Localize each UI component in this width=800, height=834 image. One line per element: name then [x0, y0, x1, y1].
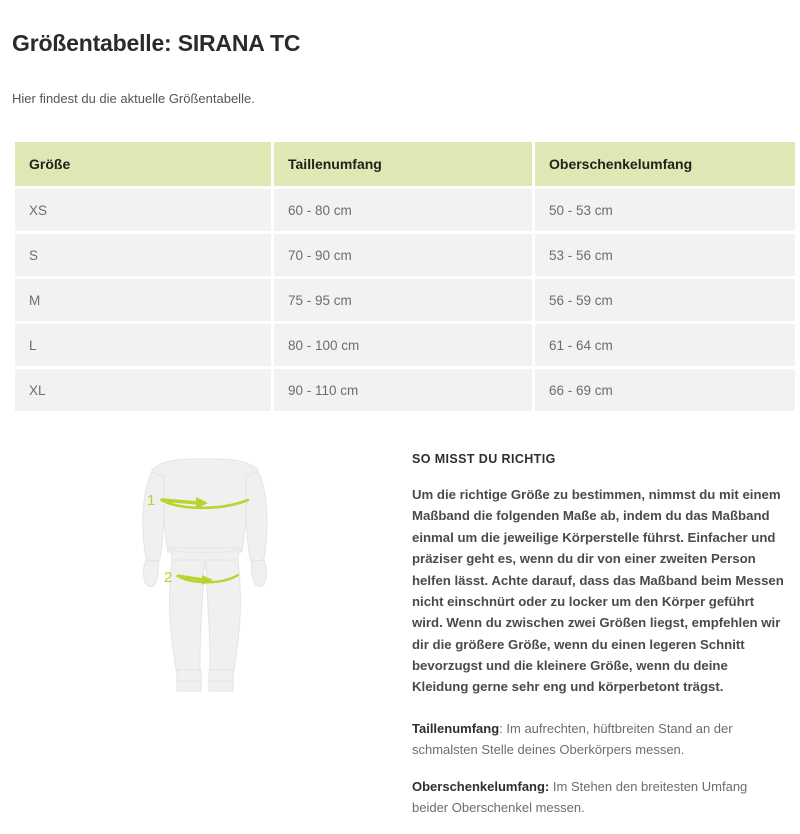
size-table [12, 139, 798, 414]
definition-thigh-text: Im Stehen den breitesten Umfang beider Oberschenkel messen. [412, 778, 748, 815]
definition-thigh-term: Oberschenkelumfang: [412, 778, 550, 794]
page-title: Größentabelle: SIRANA TC [12, 30, 301, 56]
column-header-size: Größe [15, 142, 271, 186]
body-silhouette-icon [120, 448, 290, 693]
cell-thigh: 53 - 56 cm [535, 234, 795, 276]
table-header-row [15, 142, 795, 186]
definition-waist-text: Im aufrechten, hüftbreiten Stand an der schmalsten Stelle deines Oberkörpers messen. [412, 720, 733, 757]
cell-size: XS [15, 189, 271, 231]
cell-thigh: 61 - 64 cm [535, 324, 795, 366]
cell-thigh: 56 - 59 cm [535, 279, 795, 321]
column-header-thigh: Oberschenkelumfang [535, 142, 795, 186]
cell-waist: 60 - 80 cm [274, 189, 532, 231]
page-intro-text: Hier findest du die aktuelle Größentabelle. [12, 91, 255, 106]
definition-waist-term: Taillenumfang [412, 720, 500, 736]
cell-size: M [15, 279, 271, 321]
cell-waist: 70 - 90 cm [274, 234, 532, 276]
measurement-section [0, 440, 800, 815]
cell-waist: 75 - 95 cm [274, 279, 532, 321]
cell-thigh: 50 - 53 cm [535, 189, 795, 231]
column-header-waist: Taillenumfang [274, 142, 532, 186]
size-table-body [15, 189, 795, 411]
instructions-heading: SO MISST DU RICHTIG [412, 452, 556, 466]
table-row [15, 369, 795, 411]
table-row [15, 234, 795, 276]
cell-size: XL [15, 369, 271, 411]
table-row [15, 189, 795, 231]
thigh-measure-label: 2 [164, 569, 173, 586]
definition-waist-separator: : [499, 720, 507, 736]
cell-waist: 80 - 100 cm [274, 324, 532, 366]
measurement-instructions [412, 452, 784, 834]
table-row [15, 324, 795, 366]
cell-size: S [15, 234, 271, 276]
size-table-head [15, 142, 795, 186]
cell-waist: 90 - 110 cm [274, 369, 532, 411]
waist-measure-label: 1 [147, 492, 156, 509]
definition-waist [412, 718, 784, 760]
definition-thigh [412, 776, 784, 818]
table-row [15, 279, 795, 321]
cell-thigh: 66 - 69 cm [535, 369, 795, 411]
instructions-body: Um die richtige Größe zu bestimmen, nimmst du mit einem Maßband die folgenden Maße ab, indem du das Maßband einmal um die jeweilige Körperstelle führst. Einfacher und präziser geht es, wenn du dir von einer zweiten Person helfen lässt. Achte darauf, dass das Maßband beim Messen nicht einschnürt oder zu locker um den Körper geführt wird. Wenn du zwischen zwei Größen liegst, empfehlen wir dir die größere Größe, wenn du einen legeren Schnitt bevorzugst und die kleinere Größe, wenn du deine Kleidung gerne sehr eng und körperbetont trägst. [412, 487, 784, 695]
body-silhouette-figure [120, 448, 290, 693]
cell-size: L [15, 324, 271, 366]
